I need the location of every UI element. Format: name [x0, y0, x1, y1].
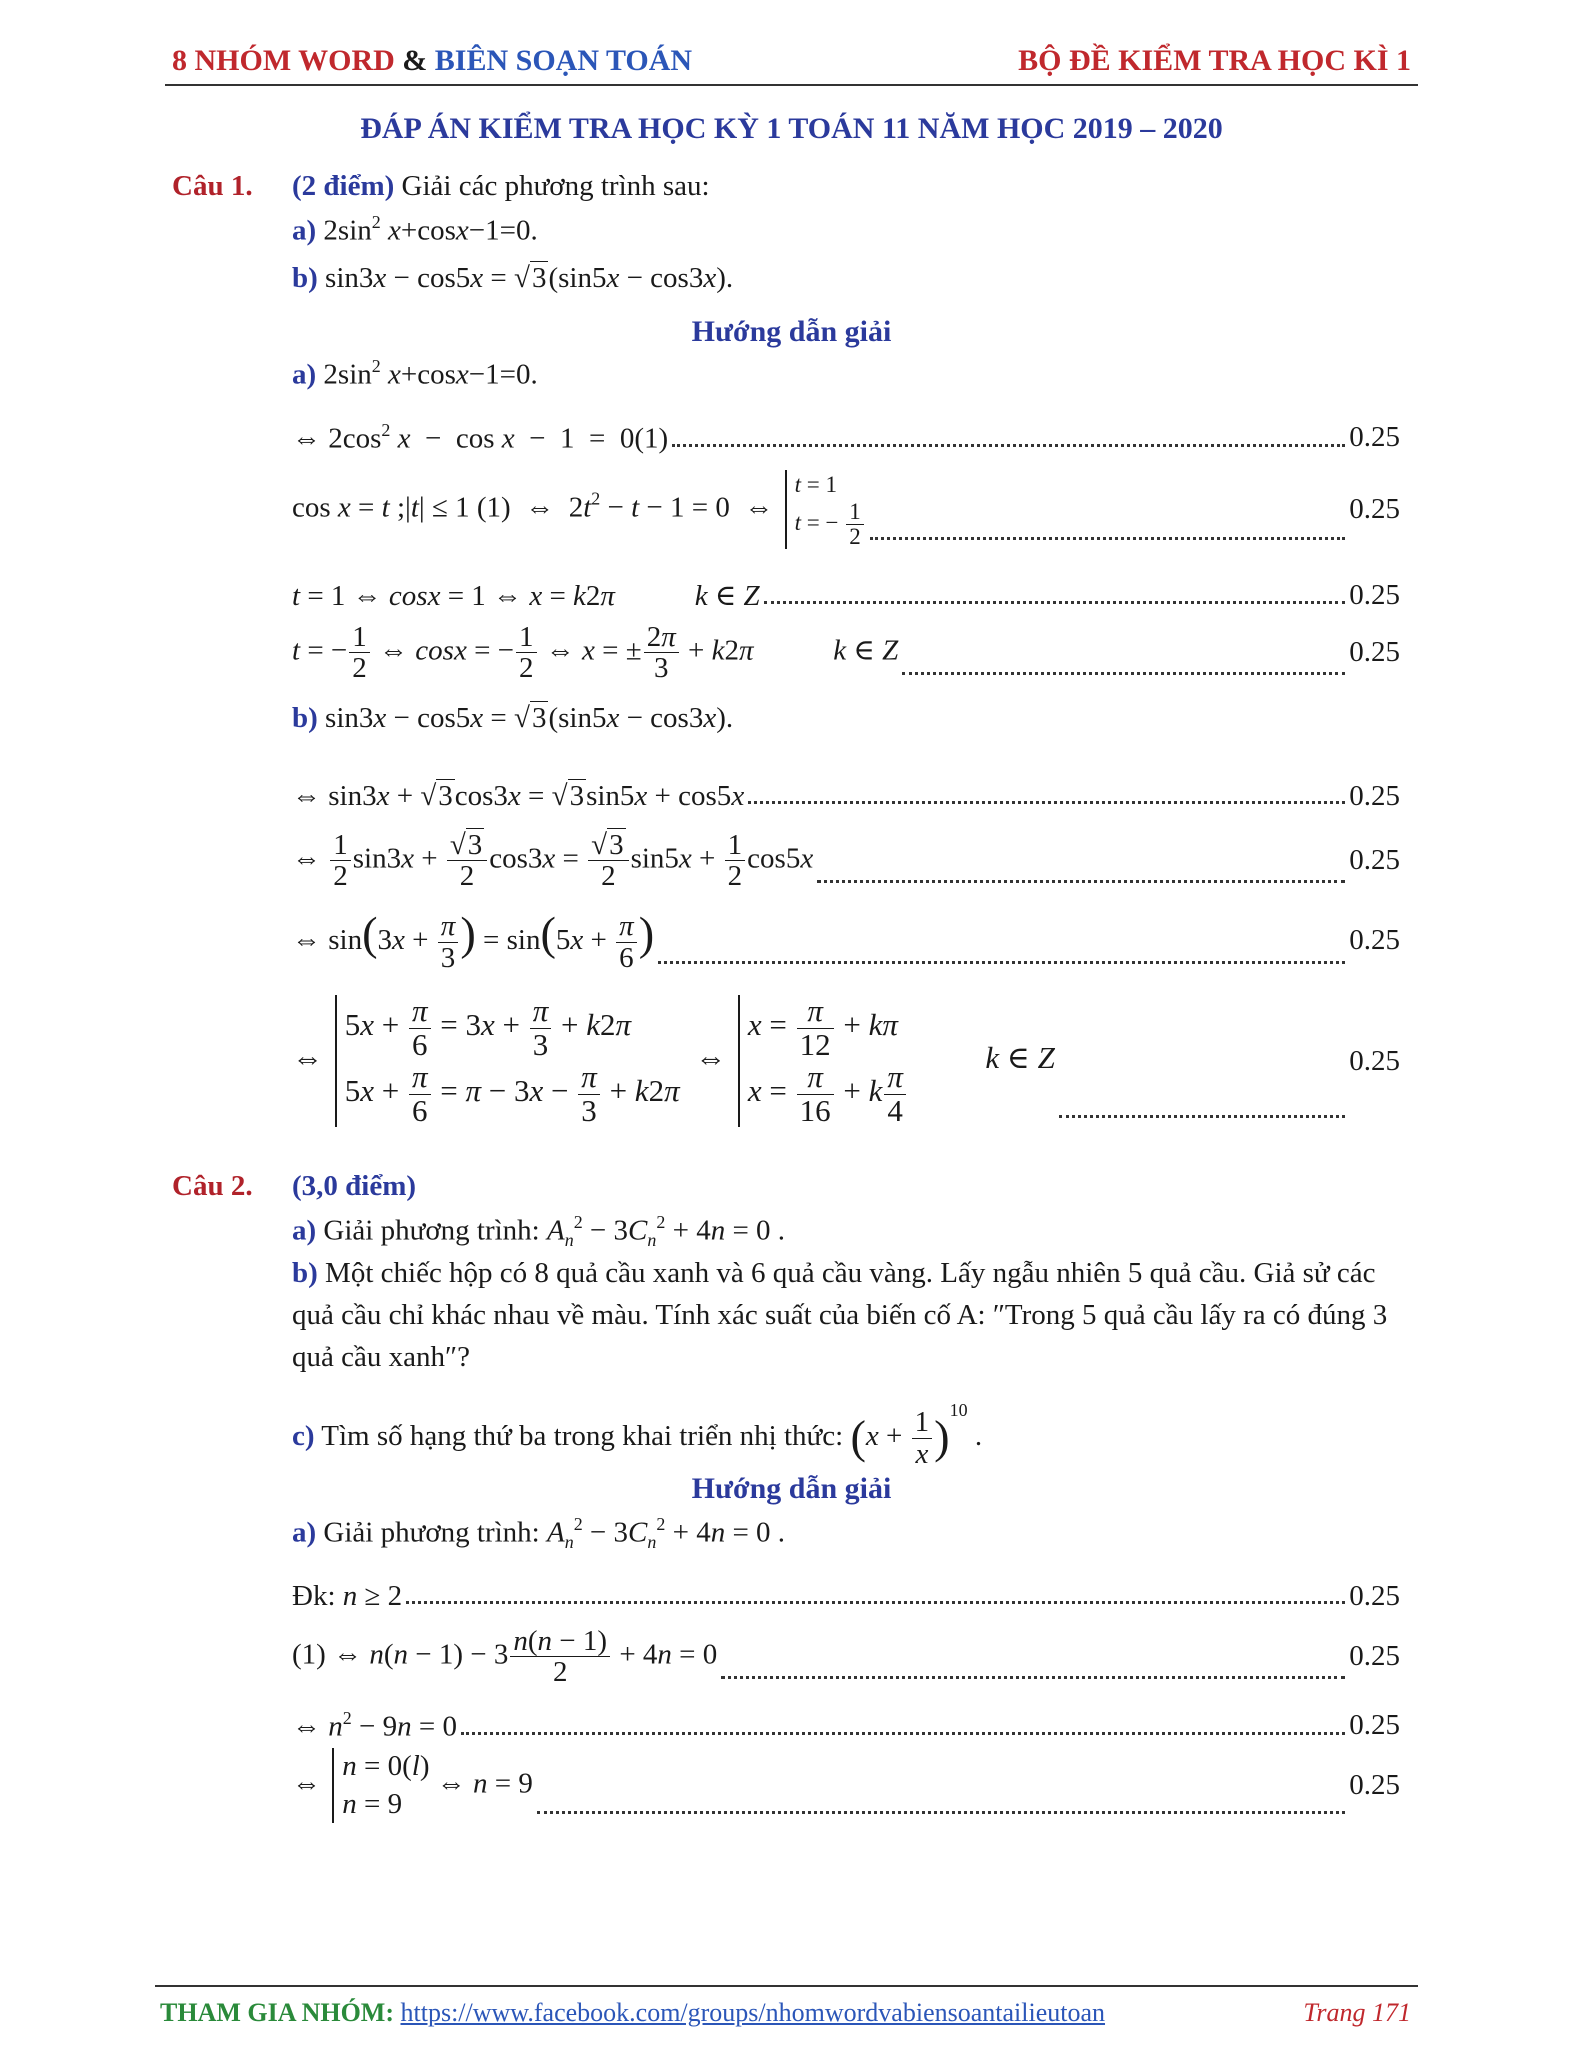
logo-icon: 8	[172, 44, 187, 77]
header-right: BỘ ĐỀ KIỂM TRA HỌC KÌ 1	[1018, 44, 1411, 77]
footer-group-link[interactable]: https://www.facebook.com/groups/nhomwordvabiensoantailieutoan	[400, 1998, 1106, 2027]
header-group-subtitle: BIÊN SOẠN TOÁN	[434, 44, 693, 77]
footer-divider	[155, 1985, 1418, 1987]
page-title: ĐÁP ÁN KIỂM TRA HỌC KỲ 1 TOÁN 11 NĂM HỌC 2019 – 2020	[360, 112, 1223, 145]
q1-b-step4: ⇔ 5x + $\frac{\pi}{6}$ = 3x + $\frac{\pi}{3}$ + k2π 5x + $\frac{\pi}{6}$ = π − 3x − $\frac{\pi}{3}$ + k2π ⇔ x = $\frac{\pi}{12}$ + kπ x = $\frac{\pi}{16}$ + k $\frac{\pi}{4}$ k ∈ Z 0.25	[292, 993, 1400, 1128]
q1-a-step3: t = 1 ⇔ cosx = 1 ⇔ x = k2π k ∈ Z 0.25	[292, 579, 1400, 612]
q1-a-step2: cos x = t ;|t| ≤ 1 (1) ⇔ $2t^2 - t - 1 = 0$ ⇔ t = 1 t = − $\frac{1}{2}$ 0.25	[292, 472, 1400, 550]
header-divider	[165, 84, 1418, 86]
header-group-name: NHÓM WORD	[194, 44, 395, 77]
q1-prompt	[292, 170, 710, 203]
q1-b-restate: b) sin3x − cos5x = √3(sin5x − cos3x).	[292, 702, 734, 734]
q2-a-step1: Đk: n ≥ 2 0.25	[292, 1580, 1400, 1612]
q2-a-step2: (1) ⇔ n(n − 1) − 3 $\frac{n(n - 1)}{2}$ + 4n = 0 0.25	[292, 1625, 1400, 1689]
q1-prompt-text: Giải các phương trình sau:	[401, 170, 710, 202]
q1-b-step1: ⇔ sin3x + √3cos3x = √3sin5x + cos5x 0.25	[292, 780, 1400, 812]
q2-a-step4: ⇔ n = 0(l) n = 9 ⇔ n = 9 0.25	[292, 1748, 1400, 1823]
q1-a-statement: a) $2\sin^2$ x+cosx−1=0.	[292, 212, 538, 247]
q2-b-statement: b) Một chiếc hộp có 8 quả cầu xanh và 6 quả cầu vàng. Lấy ngẫu nhiên 5 quả cầu. Giả sử các quả cầu chỉ khác nhau về màu. Tính xác suất của biến cố A: ″Trong 5 quả cầu lấy ra có đúng 3 quả cầu xanh″?	[292, 1257, 1388, 1374]
q1-label: Câu 1.	[172, 170, 253, 202]
q2-a-restate: a) Giải phương trình: $A_n^2 - 3C_n^2 + 4n = 0$ .	[292, 1514, 786, 1552]
q1-a-restate: a) $2\sin^2$ x+cosx−1=0.	[292, 356, 538, 391]
q2-label: Câu 2.	[172, 1170, 253, 1202]
header-amp: &	[402, 44, 428, 77]
q1-guide-heading: Hướng dẫn giải	[691, 315, 892, 348]
page-number: Trang 171	[1303, 1998, 1411, 2027]
q2-a-statement: a) Giải phương trình: $A_n^2 - 3C_n^2 + 4n = 0$ .	[292, 1212, 786, 1250]
q1-a-step1: ⇔ $2\cos^2$ x − cos x − 1 = 0(1) 0.25	[292, 420, 1400, 455]
q1-points: (2 điểm)	[292, 170, 395, 202]
q2-points: (3,0 điểm)	[292, 1170, 417, 1202]
q2-a-step3: ⇔ $n^2 - 9n = 0$ 0.25	[292, 1708, 1400, 1743]
q2-guide-heading: Hướng dẫn giải	[691, 1472, 892, 1505]
q1-b-statement: b) sin3x − cos5x = √3(sin5x − cos3x).	[292, 262, 734, 294]
q2-c-statement: c) Tìm số hạng thứ ba trong khai triển nhị thức: (x + $\frac{1}{x}$ )$^{10}$ .	[292, 1400, 983, 1470]
q1-b-step2: ⇔ $\frac{1}{2}$ sin3x + $\frac{√3}{2}$ cos3x = $\frac{√3}{2}$ sin5x + $\frac{1}{2}$ cos5x 0.25	[292, 829, 1400, 893]
header-left	[172, 44, 692, 78]
q1-a-step4: t = − $\frac{1}{2}$ ⇔ cosx = − $\frac{1}{2}$ ⇔ x = ± $\frac{2\pi}{3}$ + k2π k ∈ Z 0.25	[292, 621, 1400, 685]
q1-b-step3: ⇔ sin(3x + $\frac{\pi}{3}$ ) = sin(5x + $\frac{\pi}{6}$ ) 0.25	[292, 909, 1400, 974]
footer-join: THAM GIA NHÓM: https://www.facebook.com/groups/nhomwordvabiensoantailieutoan	[160, 1998, 1106, 2027]
